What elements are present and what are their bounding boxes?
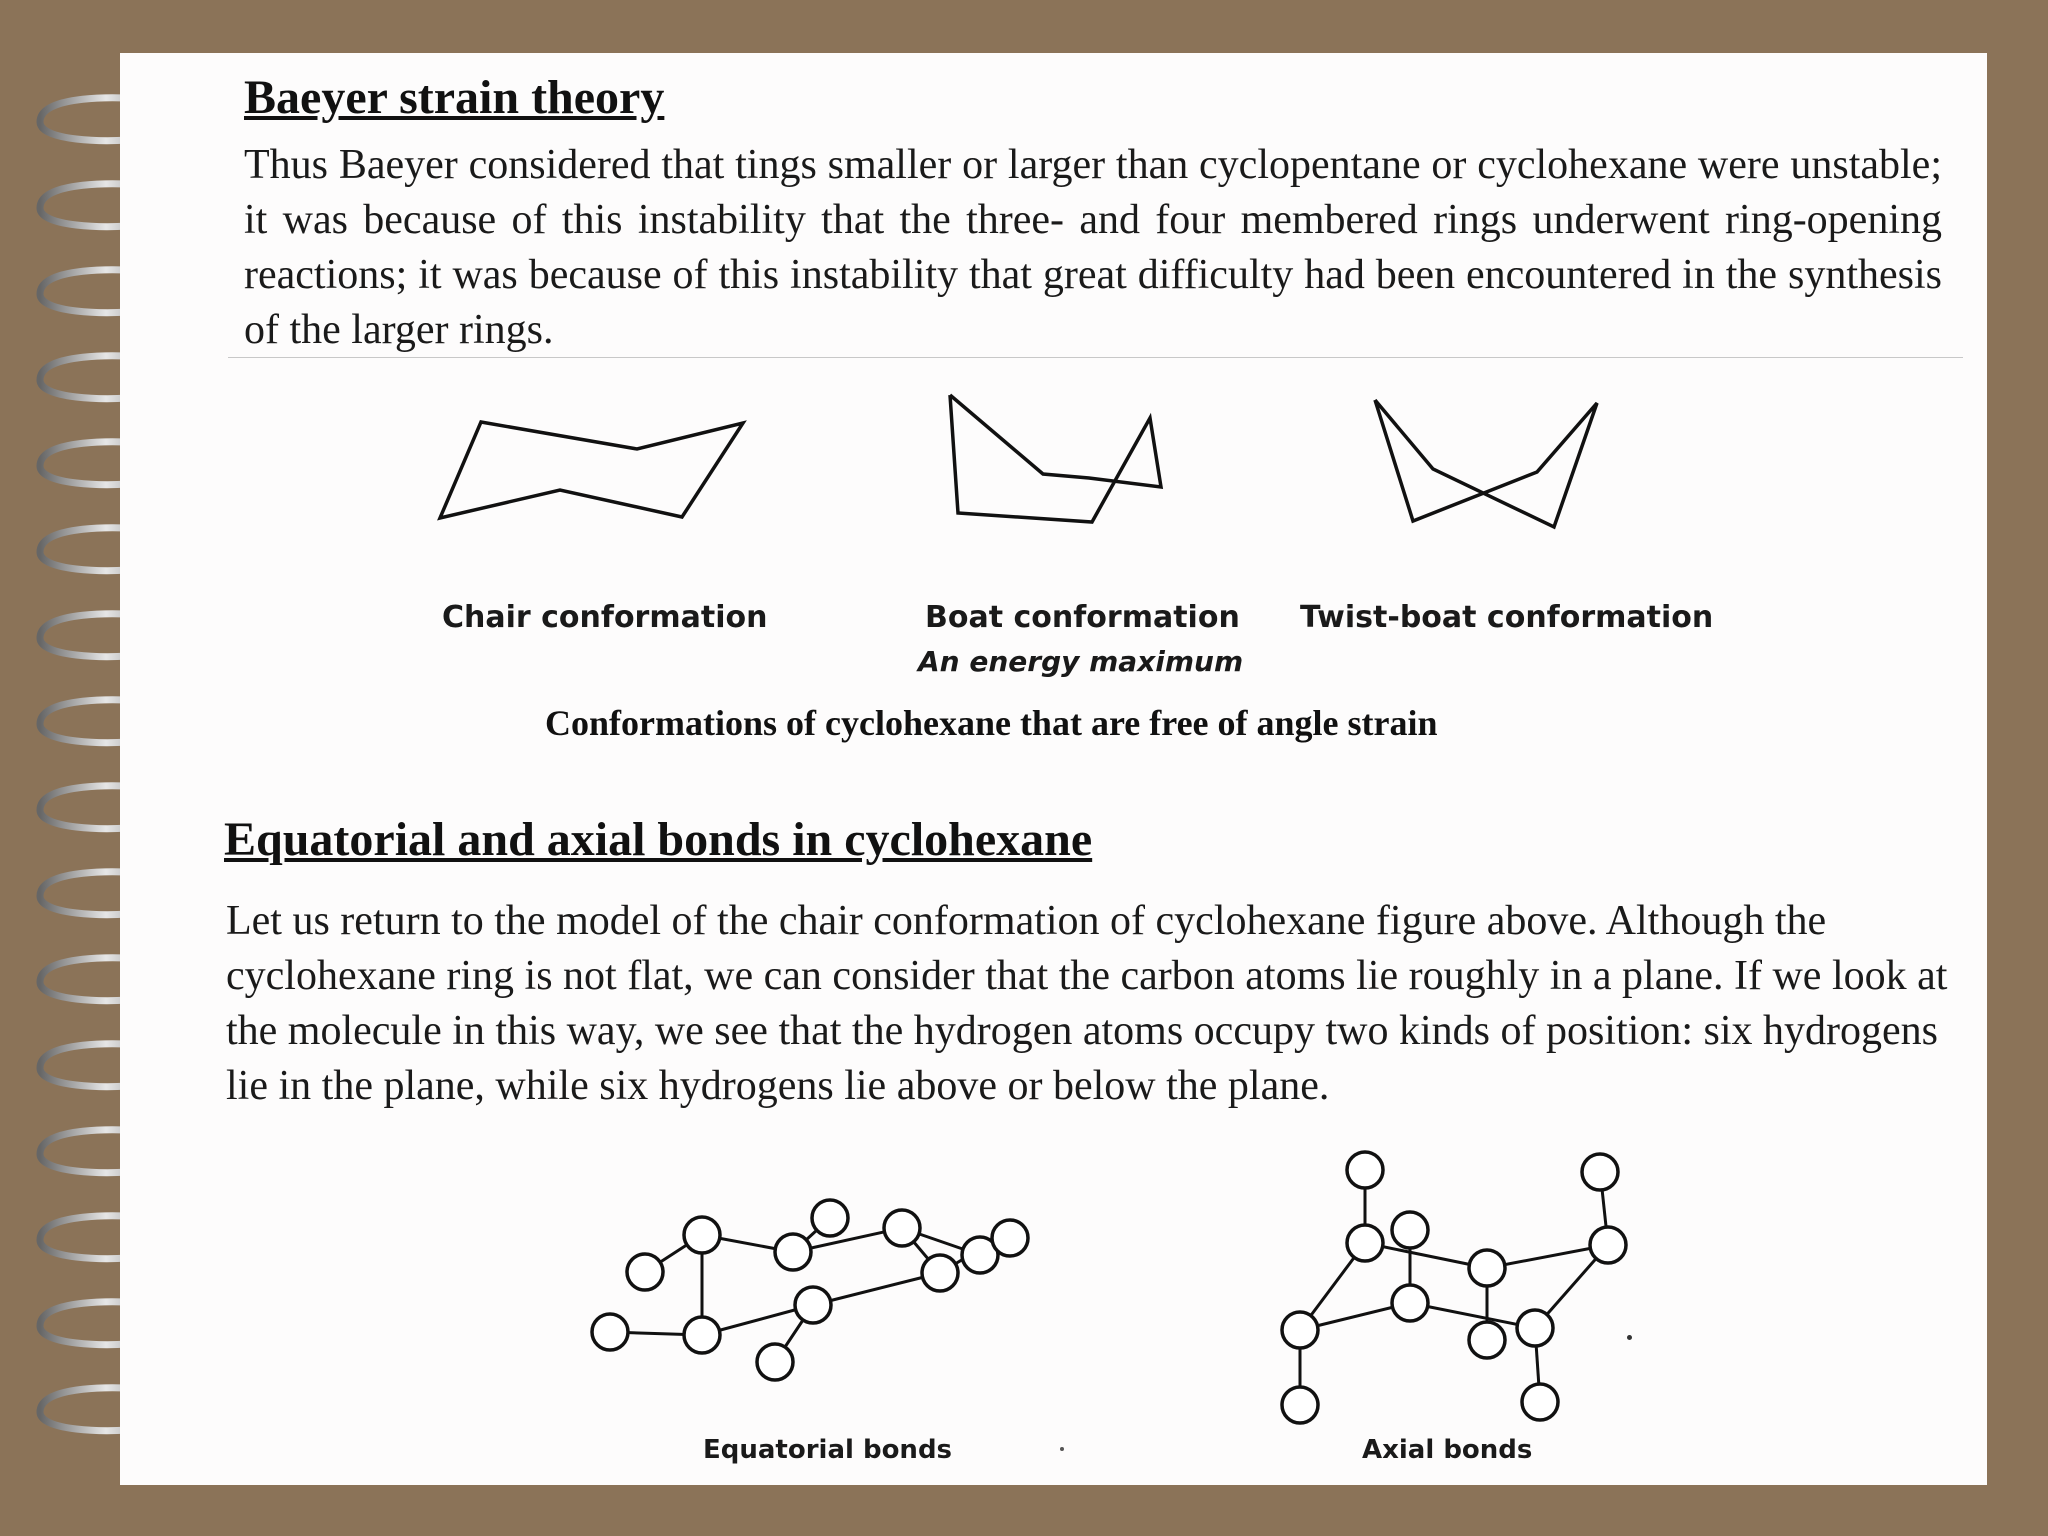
axial-bonds-diagram <box>1275 1150 1635 1440</box>
section-title-equatorial-axial: Equatorial and axial bonds in cyclohexane <box>224 813 1093 866</box>
stray-dot <box>1627 1335 1632 1340</box>
twist-boat-conformation-label: Twist-boat conformation <box>1300 600 1714 635</box>
chair-conformation-label: Chair conformation <box>442 600 768 635</box>
stray-dot <box>1060 1447 1064 1451</box>
boat-conformation-label: Boat conformation <box>925 600 1240 635</box>
equatorial-bonds-diagram <box>590 1190 1110 1400</box>
divider-line <box>228 357 1963 358</box>
figure-caption: Conformations of cyclohexane that are free of angle strain <box>545 703 1438 743</box>
section-title-baeyer: Baeyer strain theory <box>244 71 665 124</box>
equatorial-bonds-label: Equatorial bonds <box>703 1435 953 1465</box>
baeyer-paragraph: Thus Baeyer considered that tings smaller or larger than cyclopentane or cyclohexane were unstable; it was because of this instability that the three- and four membered rings underwent ring-opening reactions; it was because of this instability that great difficulty had been encountered in the synthesis of the larger rings. <box>244 142 1942 353</box>
chair-conformation-diagram <box>430 415 760 525</box>
boat-energy-maximum-label: An energy maximum <box>918 645 1244 678</box>
equatorial-axial-paragraph: Let us return to the model of the chair conformation of cyclohexane figure above. Although the cyclohexane ring is not flat, we can consider that the carbon atoms lie roughly in a plane. If we look at the molecule in this way, we see that the hydrogen atoms occupy two kinds of position: six hydrogens lie in the plane, while six hydrogens lie above or below the plane. <box>226 898 1948 1109</box>
axial-bonds-label: Axial bonds <box>1362 1435 1533 1465</box>
boat-conformation-diagram <box>940 390 1180 540</box>
twist-boat-conformation-diagram <box>1365 395 1615 535</box>
